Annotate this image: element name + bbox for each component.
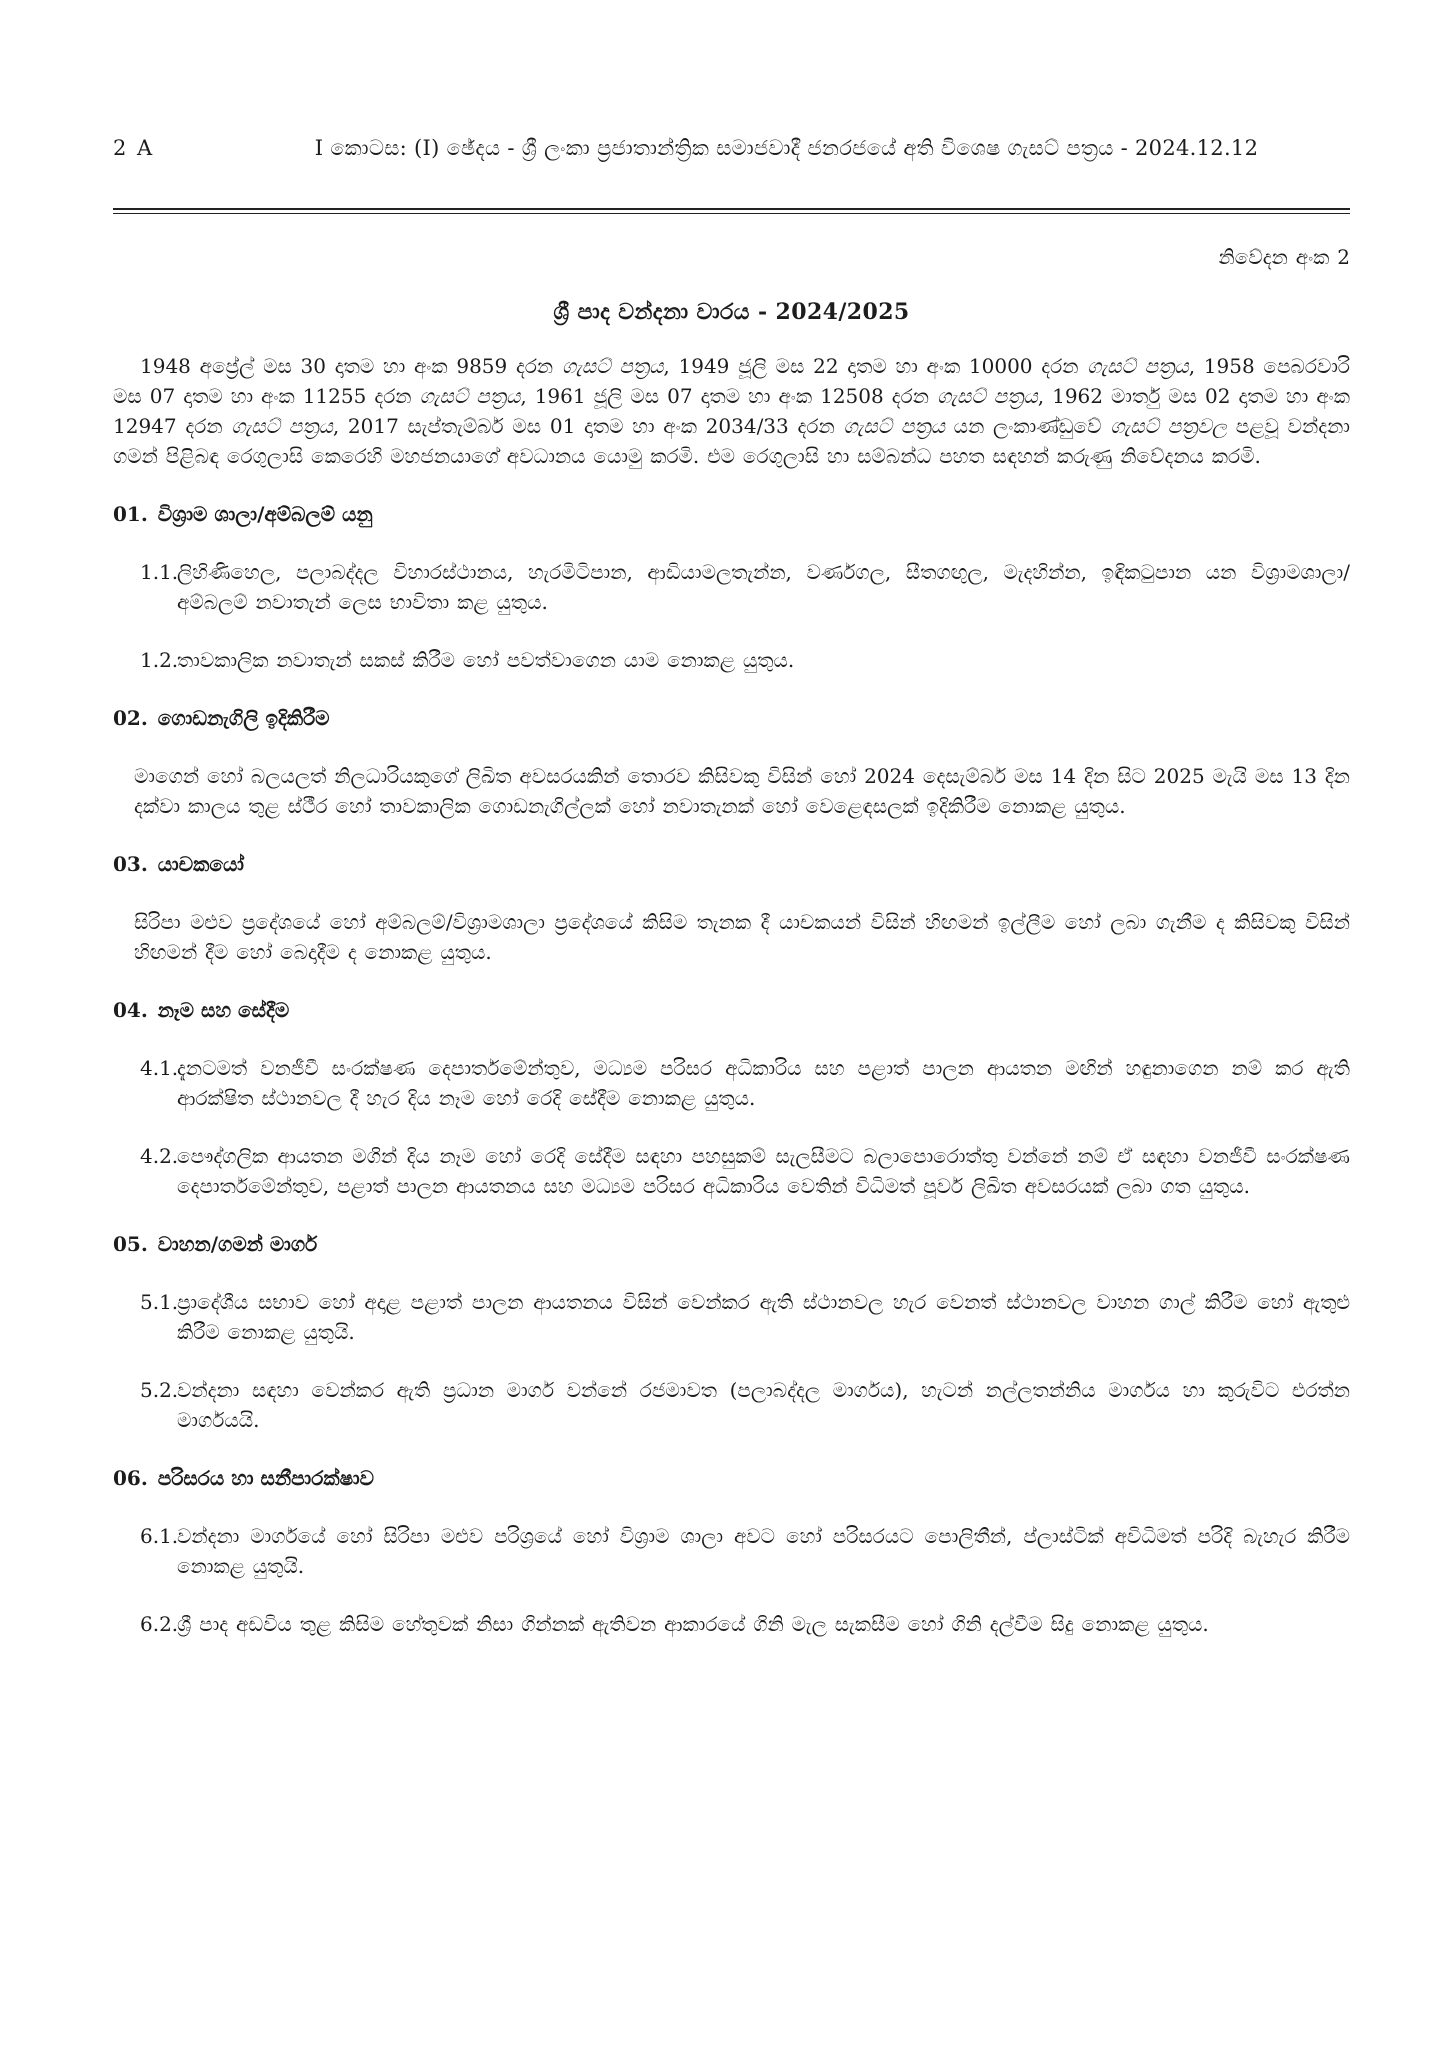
item-text: දැනටමත් වනජීවී සංරක්ෂණ දෙපාර්තමේන්තුව, මධ්‍යම පරිසර අධිකාරිය සහ පළාත් පාලන ආයතන මඟින් හඳුනාගෙන නම් කර ඇති ආරක්ෂිත ස්ථානවල දී හැර දිය නෑම හෝ රෙදි සේදීම නොකළ යුතුය. <box>177 1056 1350 1110</box>
section-title: පරිසරය හා සනීපාරක්ෂාව <box>157 1466 375 1490</box>
intro-segment-italic: ගැසට් පත්‍රය <box>843 414 945 438</box>
item-number: 4.2. <box>140 1144 179 1168</box>
section-title: ගොඩනැගිලි ඉදිකිරීම <box>157 706 330 730</box>
section-item-4-2 <box>140 1141 1350 1201</box>
intro-segment-italic: ගැසට් පත්‍රය <box>231 414 333 438</box>
section-body-03: සිරිපා මළුව ප්‍රදේශයේ හෝ අම්බලම්/විශ්‍රාමශාලා ප්‍රදේශයේ කිසිම තැනක දී යාචකයන් විසින් හිඟමන් ඉල්ලීම හෝ ලබා ගැනීම ද කිසිවකු විසින් හිඟමන් දීම හෝ බෙදාදීම ද නොකළ යුතුය. <box>134 910 1350 964</box>
section-heading-01 <box>113 499 1350 529</box>
item-number: 5.2. <box>140 1378 179 1402</box>
intro-segment-italic: ගැසට් පත්‍රය <box>419 384 521 408</box>
section-heading-04 <box>113 995 1350 1025</box>
section-title: යාචකයෝ <box>157 852 244 876</box>
page-content <box>113 0 1350 1639</box>
header-divider <box>113 208 1350 214</box>
intro-paragraph <box>113 351 1350 471</box>
intro-segment: , 1949 ජූලි මස 22 දාතම හා අංක 10000 දරන <box>663 354 1088 378</box>
document-title: ශ්‍රී පාද වන්දනා වාරය - 2024/2025 <box>553 299 910 325</box>
item-text: වන්දනා මාර්ගයේ හෝ සිරිපා මළුව පරිශ්‍රයේ හෝ විශ්‍රාම ශාලා අවට හෝ පරිසරයට පොලිතීන්, ප්ලාස්ටික් අවිධිමත් පරිදි බැහැර කිරීම නොකළ යුතුයි. <box>177 1524 1350 1578</box>
section-body-02: මාගෙන් හෝ බලයලත් නිලධාරියකුගේ ලිඛිත අවසරයකින් තොරව කිසිවකු විසින් හෝ 2024 දෙසැම්බර් මස 14 දින සිට 2025 මැයි මස 13 දින දක්වා කාලය තුළ ස්ථීර හෝ තාවකාලික ගොඩනැගිල්ලක් හෝ නවාතැනක් හෝ වෙළෙඳසලක් ඉදිකිරීම නොකළ යුතුය. <box>134 764 1350 818</box>
section-heading-06 <box>113 1463 1350 1493</box>
section-item-6-1 <box>140 1521 1350 1581</box>
section-number: 02. <box>113 706 148 730</box>
item-text: වන්දනා සඳහා වෙන්කර ඇති ප්‍රධාන මාර්ග වන්නේ රජමාවත (පලාබද්දල මාර්ගය), හැටන් නල්ලතන්නිය මාර්ගය හා කුරුවිට එරත්න මාර්ගයයි. <box>177 1378 1350 1432</box>
intro-segment: , 1958 පෙබරවාරි මස 07 දාතම හා අංක 11255 දරන <box>113 354 1350 408</box>
section-item-4-1 <box>140 1053 1350 1113</box>
intro-segment-italic: ගැසට් පත්‍රය <box>936 384 1038 408</box>
item-text: ප්‍රාදේශීය සභාව හෝ අදාළ පළාත් පාලන ආයතනය විසින් වෙන්කර ඇති ස්ථානවල හැර වෙනත් ස්ථානවල වාහන ගාල් කිරීම හෝ ඇතුළු කිරීම නොකළ යුතුයි. <box>177 1290 1350 1344</box>
item-number: 4.1. <box>140 1056 179 1080</box>
notice-number: නිවේදන අංක 2 <box>1218 245 1350 269</box>
section-title: වාහන/ගමන් මාර්ග <box>157 1232 318 1256</box>
intro-segment-italic: ගැසට් පත්‍රය <box>1087 354 1189 378</box>
item-text: ශ්‍රී පාද අඩවිය තුළ කිසිම හේතුවක් නිසා ගින්නක් ඇතිවන ආකාරයේ ගිනි මැල සැකසීම හෝ ගිනි දල්වීම සිදු නොකළ යුතුය. <box>177 1612 1209 1636</box>
section-number: 04. <box>113 998 148 1022</box>
page-number: 2 A <box>113 136 155 160</box>
intro-segment: , 1962 මාර්තු මස 02 දාතම හා අංක 12947 දරන <box>113 384 1350 438</box>
intro-segment: , 1961 ජූලි මස 07 දාතම හා අංක 12508 දරන <box>520 384 937 408</box>
section-number: 06. <box>113 1466 148 1490</box>
intro-segment: යන ලංකාණ්ඩුවේ <box>944 414 1111 438</box>
section-item-1-2 <box>140 645 1350 675</box>
section-item-5-2 <box>140 1375 1350 1435</box>
item-number: 6.2. <box>140 1612 179 1636</box>
page-header <box>113 0 1350 163</box>
section-heading-05 <box>113 1229 1350 1259</box>
intro-segment: 1948 අප්‍රේල් මස 30 දාතම හා අංක 9859 දරන <box>140 354 562 378</box>
item-number: 1.2. <box>140 648 179 672</box>
section-heading-02 <box>113 703 1350 733</box>
section-item-1-1 <box>140 557 1350 617</box>
intro-segment: පළවූ වන්දනා ගමන් පිළිබඳ රෙගුලාසි කෙරෙහි මහජනයාගේ අවධානය යොමු කරමි. එම රෙගුලාසි හා සම්බන්ධ පහත සඳහන් කරුණු නිවේදනය කරමි. <box>113 414 1350 468</box>
item-text: තාවකාලික නවාතැන් සකස් කිරීම හෝ පවත්වාගෙන යාම නොකළ යුතුය. <box>177 648 795 672</box>
section-number: 01. <box>113 502 148 526</box>
section-title: නෑම සහ සේදීම <box>157 998 290 1022</box>
item-text: පෞද්ගලික ආයතන මගින් දිය නෑම හෝ රෙදි සේදීම සඳහා පහසුකම් සැලසීමට බලාපොරොත්තු වන්නේ නම් ඒ සඳහා වනජීවී සංරක්ෂණ දෙපාර්තමේන්තුව, පළාත් පාලන ආයතනය සහ මධ්‍යම පරිසර අධිකාරිය වෙතින් විධිමත් පූර්ව ලිඛිත අවසරයක් ලබා ගත යුතුය. <box>177 1144 1350 1198</box>
section-item-6-2 <box>140 1609 1350 1639</box>
section-item-5-1 <box>140 1287 1350 1347</box>
item-number: 5.1. <box>140 1290 179 1314</box>
gazette-header-title: I කොටස: (I) ඡේදය - ශ්‍රී ලංකා ප්‍රජාතාන්ත්‍රික සමාජවාදී ජනරජයේ අති විශෙෂ ගැසට් පත්‍රය - 2024.12.12 <box>314 136 1259 160</box>
section-title: විශ්‍රාම ශාලා/අම්බලම් යනු <box>157 502 373 526</box>
item-number: 6.1. <box>140 1524 179 1548</box>
intro-segment-italic: ගැසට් පත්‍රවල <box>1110 414 1228 438</box>
section-number: 05. <box>113 1232 148 1256</box>
item-text: ලිහිණිහෙල, පලාබද්දල විහාරස්ථානය, හැරමිටිපාන, ආඩියාමලතැන්න, වර්ණගල, සීතගඟුල, මැදහින්න, ඉඳිකටුපාන යන විශ්‍රාමශාලා/අම්බලම් නවාතැන් ලෙස භාවිතා කළ යුතුය. <box>177 560 1350 614</box>
intro-segment-italic: ගැසට් පත්‍රය <box>561 354 664 378</box>
intro-segment: , 2017 සැප්තැම්බර් මස 01 දාතම හා අංක 2034/33 දරන <box>332 414 844 438</box>
section-number: 03. <box>113 852 148 876</box>
section-heading-03 <box>113 849 1350 879</box>
item-number: 1.1. <box>140 560 179 584</box>
